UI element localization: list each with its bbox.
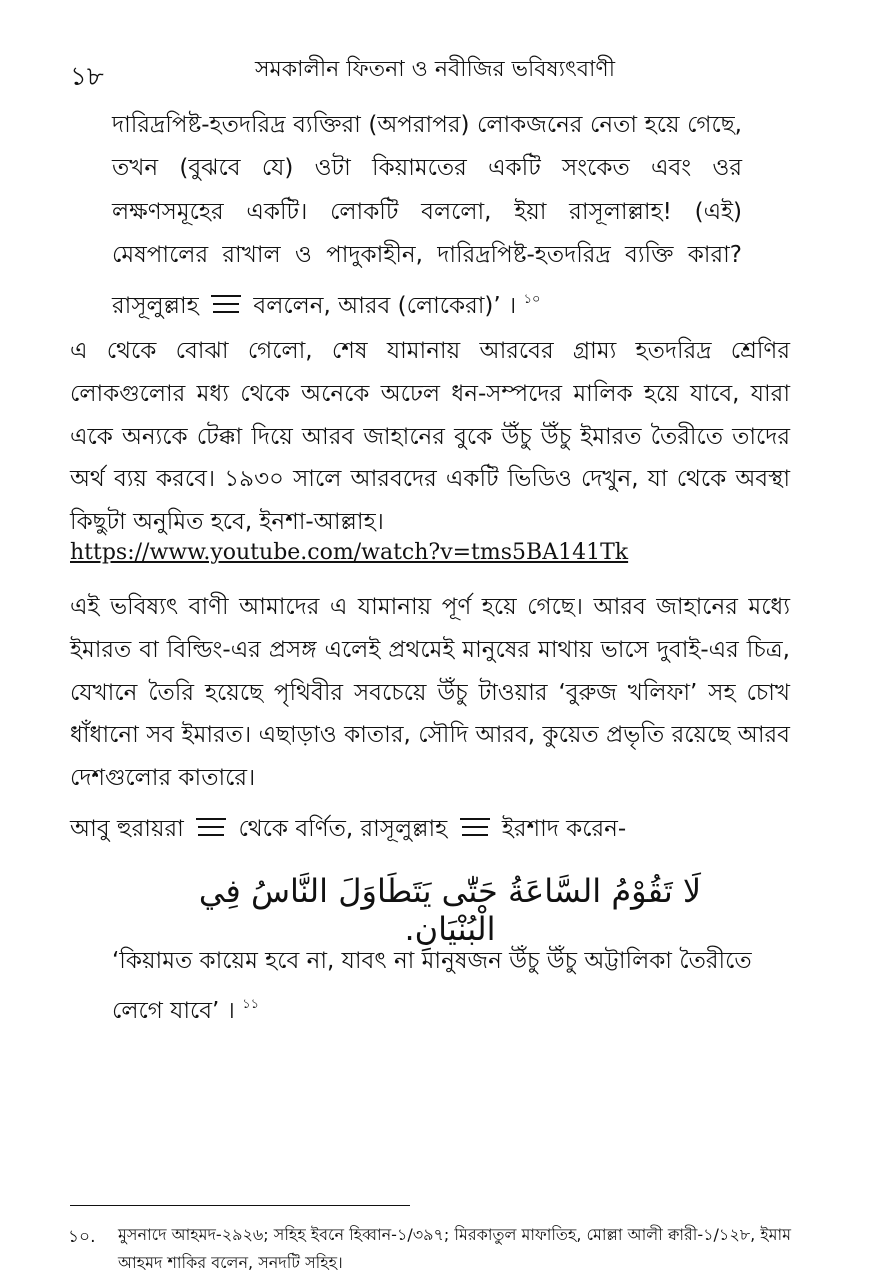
footnote-number: ১০. [68, 1227, 96, 1247]
paragraph-explanation: এ থেকে বোঝা গেলো, শেষ যামানায় আরবের গ্রাম্য হতদরিদ্র শ্রেণির লোকগুলোর মধ্য থেকে অনেকে অঢেল ধন-সম্পদের মালিক হয়ে যাবে, যারা একে অন্যকে টেক্কা দিয়ে আরব জাহানের বুকে উঁচু উঁচু ইমারত তৈরীতে তাদের অর্থ ব্যয় করবে। ১৯৩০ সালে আরবদের একটি ভিডিও দেখুন, যা থেকে অবস্থা কিছুটা অনুমিত হবে, ইনশা-আল্লাহ। [70, 338, 790, 536]
narrator-name: আবু হুরায়রা [70, 816, 184, 842]
narration-text: থেকে বর্ণিত, রাসূলুল্লাহ [238, 816, 448, 842]
narration-line [70, 810, 626, 849]
hadith-translation [112, 940, 752, 1033]
quote-text-end: বললেন, আরব (লোকেরা)’ । [253, 292, 517, 319]
narration-end: ইরশাদ করেন- [501, 816, 627, 842]
hadith-quote-block [112, 104, 742, 328]
footnote-text: মুসনাদে আহমদ-২৯২৬; সহিহ ইবনে হিব্বান-১/৩৯৭; মিরকাতুল মাফাতিহ, মোল্লা আলী ক্বারী-১/১২৮, ইমাম আহমদ শাকির বলেন, সনদটি সহিহ। [118, 1225, 792, 1272]
footnote-ref[interactable]: ১০ [523, 291, 541, 307]
running-title: সমকালীন ফিতনা ও নবীজির ভবিষ্যৎবাণী [254, 57, 616, 82]
youtube-link[interactable]: https://www.youtube.com/watch?v=tms5BA141Tk [70, 540, 629, 565]
arabic-hadith: لَا تَقُوْمُ السَّاعَةُ حَتّٰى يَتَطَاوَلَ النَّاسُ فِي الْبُنْيَانِ. [198, 872, 702, 948]
footnote-ref[interactable]: ১১ [242, 997, 260, 1012]
radiallahu-anhu-icon [194, 814, 228, 842]
paragraph-prophecy-fulfilled: এই ভবিষ্যৎ বাণী আমাদের এ যামানায় পূর্ণ হয়ে গেছে। আরব জাহানের মধ্যে ইমারত বা বিল্ডিং-এর প্রসঙ্গ এলেই প্রথমেই মানুষের মাথায় ভাসে দুবাই-এর চিত্র, যেখানে তৈরি হয়েছে পৃথিবীর সবচেয়ে উঁচু টাওয়ার ‘বুরুজ খলিফা’ সহ চোখ ধাঁধানো সব ইমারত। এছাড়াও কাতার, সৌদি আরব, কুয়েত প্রভৃতি রয়েছে আরব দেশগুলোর কাতারে। [70, 594, 790, 792]
salutation-icon [458, 814, 492, 842]
quote-text: দারিদ্রপিষ্ট-হতদরিদ্র ব্যক্তিরা (অপরাপর) লোকজনের নেতা হয়ে গেছে, তখন (বুঝবে যে) ওটা কিয়ামতের একটি সংকেত এবং ওর লক্ষণসমূহের একটি। লোকটি বললো, ইয়া রাসূলাল্লাহ! (এই) মেষপালের রাখাল ও পাদুকাহীন, দারিদ্রপিষ্ট-হতদরিদ্র ব্যক্তি কারা? রাসূলুল্লাহ [112, 112, 742, 319]
translation-text: ‘কিয়ামত কায়েম হবে না, যাবৎ না মানুষজন উঁচু উঁচু অট্টালিকা তৈরীতে লেগে যাবে’ । [112, 948, 752, 1024]
footnote-divider [70, 1205, 410, 1206]
salutation-icon [209, 291, 243, 319]
page-number: ১৮ [70, 62, 104, 92]
